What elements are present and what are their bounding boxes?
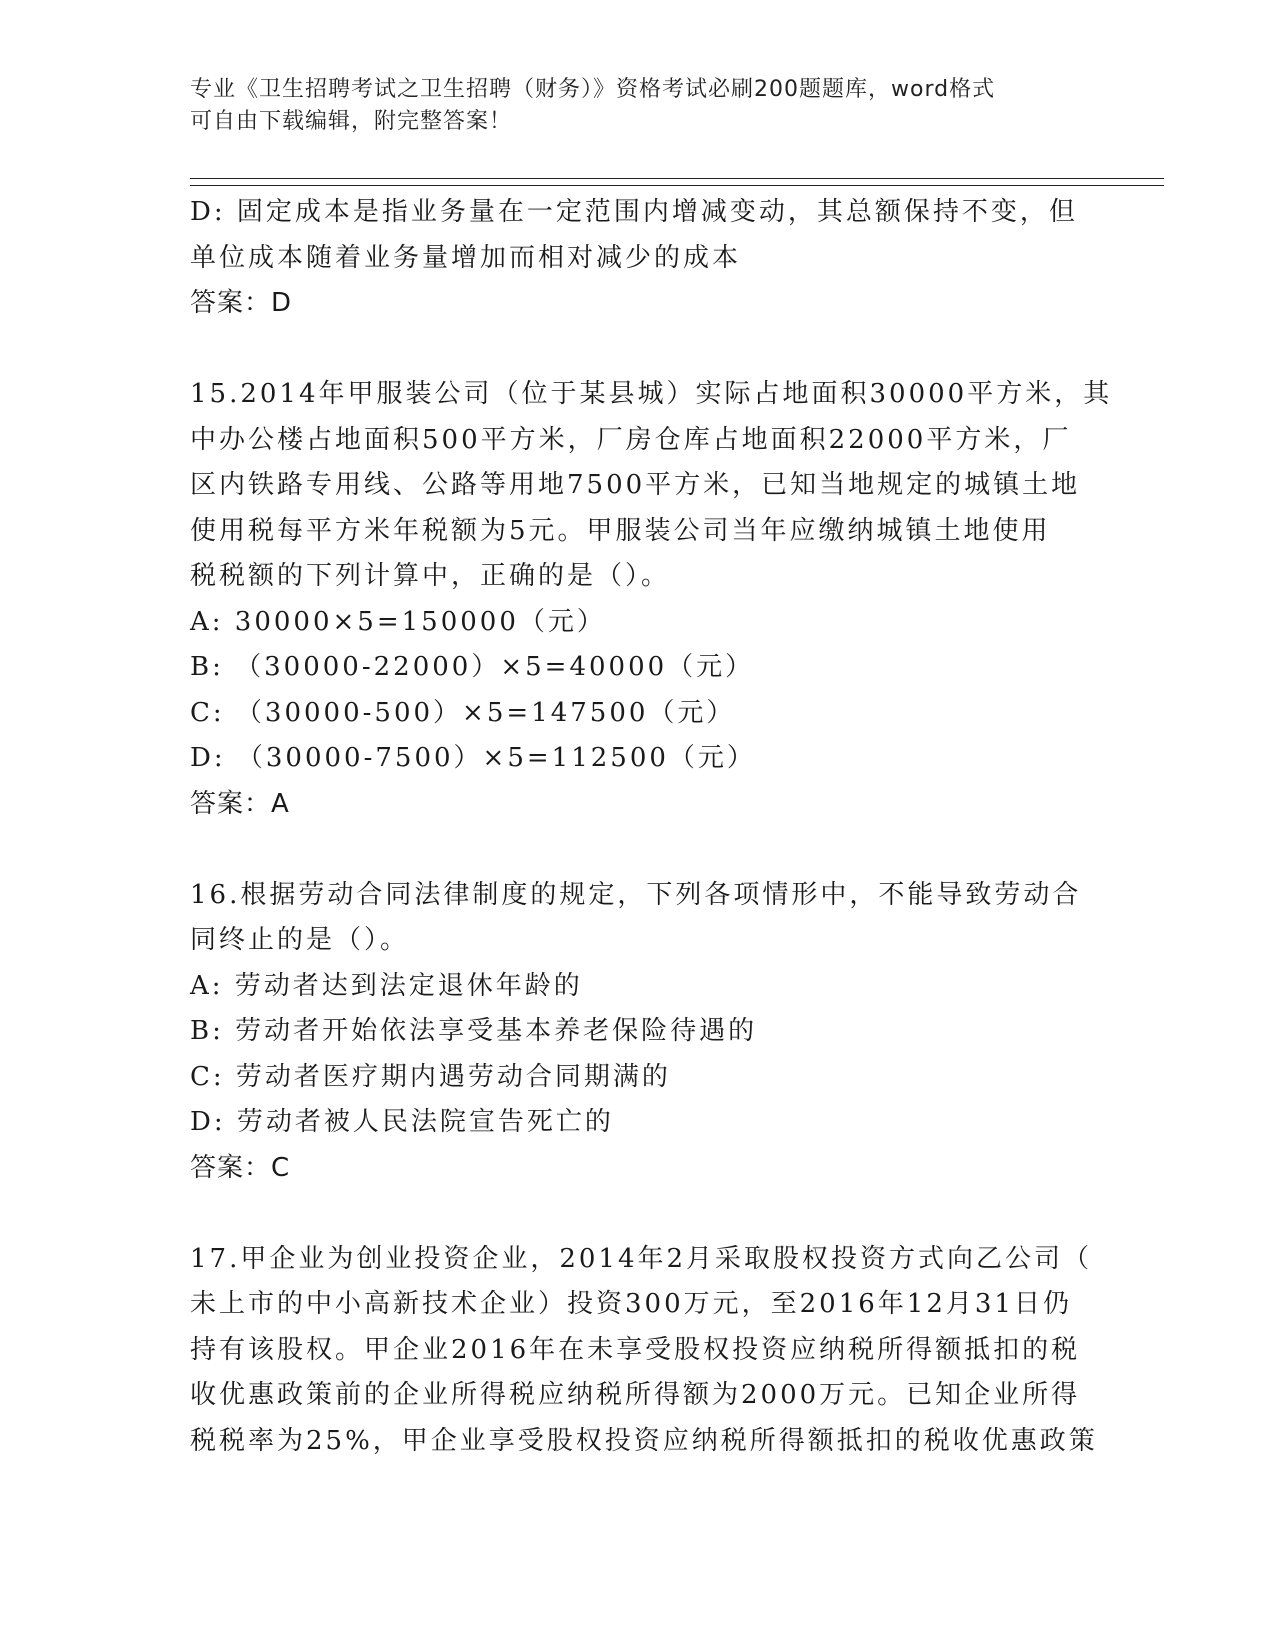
q17-stem-line: 17.甲企业为创业投资企业，2014年2月采取股权投资方式向乙公司（ bbox=[190, 1243, 1093, 1274]
spacer bbox=[190, 1191, 1090, 1237]
q15-option-c: C: （30000-500）×5=147500（元） bbox=[190, 697, 736, 728]
q16-answer: 答案：C bbox=[190, 1152, 291, 1183]
q15-stem-line: 中办公楼占地面积500平方米，厂房仓库占地面积22000平方米，厂 bbox=[190, 424, 1072, 455]
q17-stem-line: 收优惠政策前的企业所得税应纳税所得额为2000万元。已知企业所得 bbox=[190, 1380, 1081, 1410]
q16-option-d: D: 劳动者被人民法院宣告死亡的 bbox=[190, 1107, 614, 1137]
question-17 bbox=[190, 1237, 1098, 1465]
q16-option-c: C: 劳动者医疗期内遇劳动合同期满的 bbox=[190, 1061, 671, 1092]
page-header bbox=[190, 74, 1090, 138]
document-body bbox=[190, 190, 1113, 1464]
q16-stem-line: 同终止的是（）。 bbox=[190, 925, 410, 955]
q15-option-b: B: （30000-22000）×5=40000（元） bbox=[190, 652, 755, 682]
q16-stem-line: 16.根据劳动合同法律制度的规定，下列各项情形中，不能导致劳动合 bbox=[190, 879, 1082, 910]
q14-option-d-line-1: D: 固定成本是指业务量在一定范围内增减变动，其总额保持不变，但 bbox=[190, 197, 1078, 227]
question-16 bbox=[190, 873, 1090, 1192]
q15-option-d: D: （30000-7500）×5=112500（元） bbox=[190, 743, 756, 773]
q17-stem-line: 未上市的中小高新技术企业）投资300万元，至2016年12月31日仍 bbox=[190, 1289, 1072, 1319]
header-divider-top bbox=[190, 178, 1164, 179]
q14-answer: 答案：D bbox=[190, 288, 293, 318]
header-title-line-2: 可自由下载编辑，附完整答案！ bbox=[190, 109, 513, 134]
q14-option-d-line-2: 单位成本随着业务量增加而相对减少的成本 bbox=[190, 242, 742, 273]
header-title-line-1: 专业《卫生招聘考试之卫生招聘（财务）》资格考试必刷200题题库，word格式 bbox=[190, 77, 996, 102]
question-14 bbox=[190, 190, 1090, 327]
q16-option-a: A: 劳动者达到法定退休年龄的 bbox=[190, 970, 583, 1001]
q17-stem-line: 持有该股权。甲企业2016年在未享受股权投资应纳税所得额抵扣的税 bbox=[190, 1334, 1081, 1365]
question-15 bbox=[190, 372, 1113, 827]
q17-stem-line: 税税率为25%，甲企业享受股权投资应纳税所得额抵扣的税收优惠政策 bbox=[190, 1425, 1098, 1456]
q15-stem-line: 区内铁路专用线、公路等用地7500平方米，已知当地规定的城镇土地 bbox=[190, 470, 1081, 500]
q15-stem-line: 使用税每平方米年税额为5元。甲服装公司当年应缴纳城镇土地使用 bbox=[190, 515, 1051, 546]
q16-option-b: B: 劳动者开始依法享受基本养老保险待遇的 bbox=[190, 1016, 758, 1046]
spacer bbox=[190, 827, 1090, 873]
header-divider-bottom bbox=[190, 185, 1164, 186]
q15-answer: 答案：A bbox=[190, 788, 290, 819]
q15-stem-line: 15.2014年甲服装公司（位于某县城）实际占地面积30000平方米，其 bbox=[190, 379, 1113, 409]
spacer bbox=[190, 327, 1090, 373]
q15-option-a: A: 30000×5=150000（元） bbox=[190, 606, 606, 637]
q15-stem-line: 税税额的下列计算中，正确的是（）。 bbox=[190, 561, 671, 591]
